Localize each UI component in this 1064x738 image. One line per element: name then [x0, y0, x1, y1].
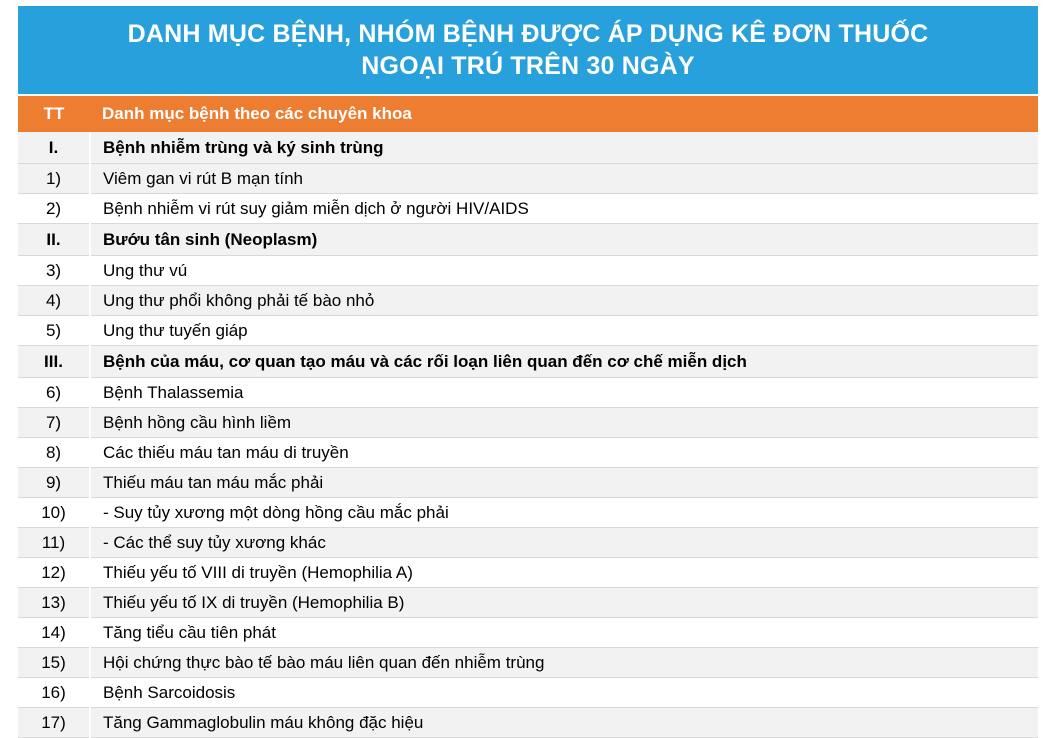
- cell-category-name: Bệnh nhiễm trùng và ký sinh trùng: [90, 132, 1038, 164]
- cell-category-name: Ung thư vú: [90, 256, 1038, 286]
- table-row: [18, 618, 1038, 648]
- cell-tt: II.: [18, 224, 90, 256]
- cell-category-name: Ung thư tuyến giáp: [90, 316, 1038, 346]
- table-body: [18, 96, 1038, 738]
- cell-tt: 2): [18, 194, 90, 224]
- cell-category-name: Bướu tân sinh (Neoplasm): [90, 224, 1038, 256]
- cell-tt: 15): [18, 648, 90, 678]
- table-row: [18, 498, 1038, 528]
- document-title-line-2: NGOẠI TRÚ TRÊN 30 NGÀY: [361, 52, 695, 80]
- column-header-category: Danh mục bệnh theo các chuyên khoa: [90, 96, 1038, 132]
- cell-tt: I.: [18, 132, 90, 164]
- cell-category-name: Thiếu yếu tố VIII di truyền (Hemophilia A): [90, 558, 1038, 588]
- table-section-row: [18, 132, 1038, 164]
- table-row: [18, 438, 1038, 468]
- document-title-banner: [18, 6, 1038, 94]
- table-row: [18, 316, 1038, 346]
- cell-tt: 14): [18, 618, 90, 648]
- cell-category-name: - Các thể suy tủy xương khác: [90, 528, 1038, 558]
- cell-category-name: Bệnh hồng cầu hình liềm: [90, 408, 1038, 438]
- cell-tt: 9): [18, 468, 90, 498]
- table-row: [18, 378, 1038, 408]
- cell-category-name: Bệnh Sarcoidosis: [90, 678, 1038, 708]
- table-row: [18, 588, 1038, 618]
- cell-tt: 11): [18, 528, 90, 558]
- cell-tt: 6): [18, 378, 90, 408]
- table-section-row: [18, 346, 1038, 378]
- document-title: [128, 18, 929, 82]
- cell-tt: 1): [18, 164, 90, 194]
- cell-tt: 7): [18, 408, 90, 438]
- cell-tt: 8): [18, 438, 90, 468]
- table-row: [18, 194, 1038, 224]
- table-row: [18, 164, 1038, 194]
- disease-category-table: [18, 96, 1038, 738]
- table-row: [18, 408, 1038, 438]
- table-row: [18, 648, 1038, 678]
- cell-category-name: Tăng tiểu cầu tiên phát: [90, 618, 1038, 648]
- table-row: [18, 708, 1038, 738]
- cell-category-name: Bệnh Thalassemia: [90, 378, 1038, 408]
- column-header-tt: TT: [18, 96, 90, 132]
- cell-category-name: Ung thư phổi không phải tế bào nhỏ: [90, 286, 1038, 316]
- cell-category-name: Bệnh nhiễm vi rút suy giảm miễn dịch ở người HIV/AIDS: [90, 194, 1038, 224]
- table-row: [18, 528, 1038, 558]
- table-row: [18, 286, 1038, 316]
- table-row: [18, 558, 1038, 588]
- cell-tt: 16): [18, 678, 90, 708]
- cell-tt: III.: [18, 346, 90, 378]
- cell-tt: 4): [18, 286, 90, 316]
- cell-category-name: Các thiếu máu tan máu di truyền: [90, 438, 1038, 468]
- cell-tt: 12): [18, 558, 90, 588]
- cell-category-name: Tăng Gammaglobulin máu không đặc hiệu: [90, 708, 1038, 738]
- cell-category-name: Hội chứng thực bào tế bào máu liên quan đến nhiễm trùng: [90, 648, 1038, 678]
- cell-category-name: Viêm gan vi rút B mạn tính: [90, 164, 1038, 194]
- cell-category-name: - Suy tủy xương một dòng hồng cầu mắc phải: [90, 498, 1038, 528]
- document-title-line-1: DANH MỤC BỆNH, NHÓM BỆNH ĐƯỢC ÁP DỤNG KÊ ĐƠN THUỐC: [127, 20, 929, 48]
- table-row: [18, 468, 1038, 498]
- cell-category-name: Thiếu máu tan máu mắc phải: [90, 468, 1038, 498]
- table-row: [18, 678, 1038, 708]
- cell-tt: 13): [18, 588, 90, 618]
- table-row: [18, 256, 1038, 286]
- cell-category-name: Bệnh của máu, cơ quan tạo máu và các rối loạn liên quan đến cơ chế miễn dịch: [90, 346, 1038, 378]
- cell-category-name: Thiếu yếu tố IX di truyền (Hemophilia B): [90, 588, 1038, 618]
- cell-tt: 10): [18, 498, 90, 528]
- table-header-row: [18, 96, 1038, 132]
- cell-tt: 17): [18, 708, 90, 738]
- table-section-row: [18, 224, 1038, 256]
- cell-tt: 5): [18, 316, 90, 346]
- cell-tt: 3): [18, 256, 90, 286]
